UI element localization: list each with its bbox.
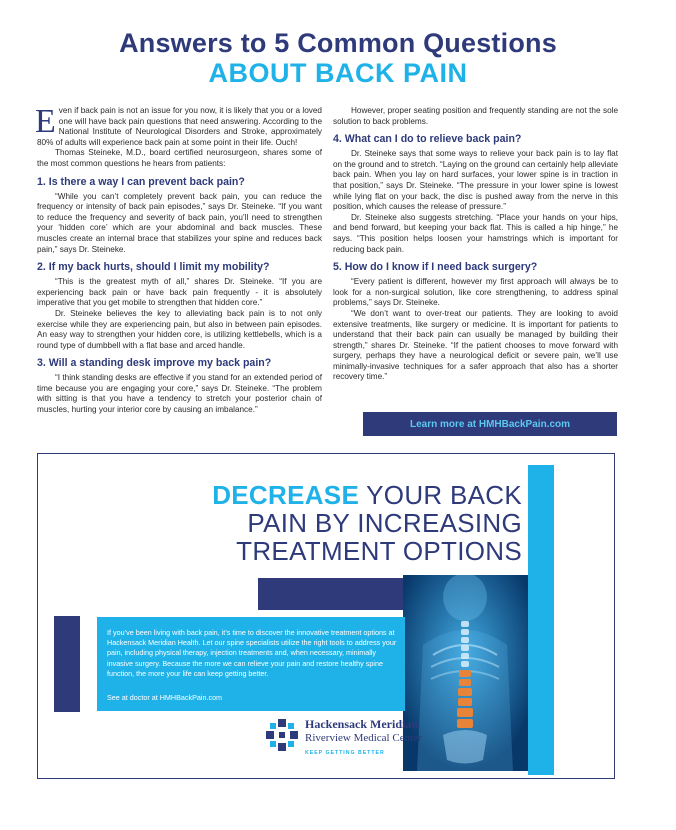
ad-body-box bbox=[97, 617, 405, 711]
intro-paragraph-2: Thomas Steineke, M.D., board certified neurosurgeon, shares some of the most common questions he hears from patients: bbox=[37, 148, 322, 168]
page-title-line1: Answers to 5 Common Questions bbox=[119, 28, 557, 58]
article-column-left bbox=[35, 103, 322, 416]
question-1-heading: 1. Is there a way I can prevent back pain? bbox=[37, 175, 245, 188]
question-5-answer-2: “We don’t want to over-treat our patients. They are looking to avoid extensive treatments, like surgery or medicine. It is important for patients to understand that their back pain can usually be managed by building their strength,” shares Dr. Steineke. “If the patient chooses to move forward with surgery, perhaps they have a neurological deficit or severe pain, we’ll use minimally-invasive techniques for a safer approach that also has a shorter recovery time.” bbox=[333, 308, 618, 382]
learn-more-link[interactable]: Learn more at HMHBackPain.com bbox=[409, 418, 571, 430]
question-3-answer-2: However, proper seating position and frequently standing are not the sole solution to back problems. bbox=[333, 106, 618, 126]
drop-cap: E bbox=[35, 103, 56, 140]
question-2-answer-2: Dr. Steineke believes the key to alleviating back pain is to not only exercise while they are experiencing pain, but also in between pain episodes. An easy way to strengthen your hidden core, is utilizing kettlebells, which is a round type of dumbbell with a flat base and arced handle. bbox=[37, 308, 322, 350]
question-5-heading: 5. How do I know if I need back surgery? bbox=[333, 261, 538, 274]
question-2-answer: “This is the greatest myth of all,” shares Dr. Steineke. “If you are experiencing back pain or have back pain frequently - it is absolutely imperative that you get mobile to strengthen that hidden core.” bbox=[37, 277, 322, 308]
ad-headline: DECREASE YOUR BACK PAIN BY INCREASING TREATMENT OPTIONS bbox=[190, 481, 522, 565]
ad-headline-line3: TREATMENT OPTIONS bbox=[236, 536, 522, 566]
ad-accent-bar-left bbox=[54, 616, 80, 712]
ad-headline-highlight: DECREASE bbox=[212, 480, 360, 510]
question-3-heading: 3. Will a standing desk improve my back pain? bbox=[37, 357, 272, 370]
question-4-answer-2: Dr. Steineke also suggests stretching. “Place your hands on your hips, and bend forward, but keeping your back flat. This is called a hip hinge,” he says. “This position helps loosen your hamstrings which is important for reducing back pain. bbox=[333, 212, 618, 254]
logo-name: Hackensack Meridian bbox=[305, 717, 418, 731]
ad-body-text: If you’ve been living with back pain, it’s time to discover the innovative treatment options at Hackensack Meridian Health. Let our spine specialists utilize the right tools to address your pain, including physical therapy, injection treatments and, when necessary, minimally invasive surgery. Because the more we can relieve your pain and restore healthy spine function, the more your life can keep getting better. bbox=[107, 628, 397, 678]
logo-subtitle: Riverview Medical Center bbox=[305, 732, 422, 744]
ad-see-link[interactable]: See at doctor at HMHBackPain.com bbox=[107, 693, 223, 702]
question-1-answer: “While you can’t completely prevent back pain, you can reduce the frequency or intensity of back pain episodes,” says Dr. Steineke. “If you want to reduce the frequency and severity of back pain, you’ll need to strengthen your ‘hidden core’ which are your abdominal and back muscles. These muscles create an internal brace that stabilizes your spine and reduces back pain,” says Dr. Steineke. bbox=[37, 191, 322, 254]
question-2-heading: 2. If my back hurts, should I limit my mobility? bbox=[37, 261, 270, 274]
logo-tagline: KEEP GETTING BETTER bbox=[305, 750, 385, 756]
intro-paragraph: Even if back pain is not an issue for you now, it is likely that you or a loved one will have back pain questions that need answering. According to the National Institute of Neurological Disorders and Stroke, approximately 80% of adults will experience back pain at some point in their life. Ouch! bbox=[35, 103, 322, 147]
ad-navy-block bbox=[258, 578, 404, 610]
ad-accent-bar-right bbox=[528, 465, 554, 775]
question-3-answer: “I think standing desks are effective if you stand for an extended period of time because you are engaging your core,” says Dr. Steineke. “The problem with sitting is that you have a tendency to stretch your posterior chain of muscles, hurting your interior core by causing an imbalance.” bbox=[37, 373, 322, 415]
page-title-line2: ABOUT BACK PAIN bbox=[208, 58, 468, 88]
hackensack-logo-icon bbox=[265, 718, 299, 752]
article-column-right bbox=[333, 106, 618, 383]
question-4-answer: Dr. Steineke says that some ways to relieve your back pain is to lay flat on the ground and to stretch. “Laying on the ground can certainly help alleviate back pain. When you lay on hard surfaces, your lower spine is in traction in that position,” says Dr. Steineke. “The pressure in your lower spine is lowest while lying flat on your back, the disc is pushed away from the nerve in this position, which causes the release of pressure.” bbox=[333, 149, 618, 212]
question-5-answer: “Every patient is different, however my first approach will always be to look for a non-surgical solution, like core strengthening, to address spinal problems,” says Dr. Steineke. bbox=[333, 277, 618, 308]
ad-headline-line2: PAIN BY INCREASING bbox=[247, 508, 522, 538]
learn-more-banner[interactable] bbox=[363, 412, 617, 436]
question-4-heading: 4. What can I do to relieve back pain? bbox=[333, 133, 522, 146]
